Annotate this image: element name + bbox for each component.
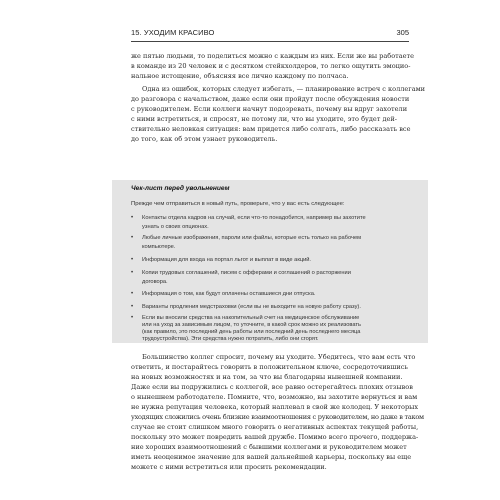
text-line: Большинство коллег спросит, почему вы уходите. Убедитесь, что вам есть что <box>142 353 416 361</box>
bullet-icon: • <box>131 291 134 297</box>
paragraph-3 <box>131 352 424 472</box>
text-line: Если вы вносили средства на накопительный счет на медицинское обслуживание <box>142 315 360 321</box>
text-line: нальное истощение, объясняя все лично каждому по полчаса. <box>131 72 349 80</box>
text-line: Информация для входа на портал льгот и выплат в виде акций. <box>142 257 312 263</box>
text-line: (как правило, это последний день работы или последний день последнего месяца <box>142 329 361 335</box>
text-line: на новых возможностях и на том, за что вы благодарны нынешней компании. <box>131 373 403 381</box>
text-line: уходящих сложились очень близкие взаимоотношения с руководителем, но даже в таком <box>131 413 424 421</box>
text-line: Контакты отдела кадров на случай, если что-то понадобится, например вы захотите <box>142 215 366 221</box>
paragraph-1 <box>131 51 415 81</box>
text-line: Одна из ошибок, которых следует избегать, — планирование встреч с коллегами <box>142 85 426 93</box>
text-line: Информация о том, как будут оплачены оставшиеся дни отпуска. <box>142 291 316 297</box>
text-line: Варианты продления медстраховки (если вы не выходите на новую работу сразу). <box>142 304 361 310</box>
text-line: о нынешнем работодателе. Помните, что, возможно, вы захотите вернуться и вам <box>131 393 418 401</box>
bullet-icon: • <box>131 235 134 241</box>
text-line: договора. <box>142 278 168 285</box>
bullet-icon: • <box>131 257 134 263</box>
checklist-intro: Прежде чем отправиться в новый путь, проверьте, что у вас есть следующее: <box>131 201 345 207</box>
page-number: 305 <box>396 28 409 37</box>
text-line: компьютере. <box>142 243 176 250</box>
checklist-item <box>131 269 424 286</box>
bullet-icon: • <box>131 315 134 321</box>
paragraph-2 <box>131 84 426 144</box>
text-line: ние хороших взаимоотношений с бывшими коллегами и руководителем может <box>131 443 407 451</box>
running-header <box>131 26 409 42</box>
text-line: с руководителем. Если коллеги начнут подозревать, почему вы вдруг захотели <box>131 105 408 113</box>
checklist-item <box>131 214 424 231</box>
bullet-icon: • <box>131 270 134 276</box>
checklist-item <box>131 234 424 251</box>
text-line: с ними встретиться, и спросят, не потому ли, что вы уходите, это будет дей- <box>131 115 397 123</box>
text-line: в команде из 20 человек и с десятком стейкхолдеров, то легко ощутить эмоцио- <box>131 62 411 70</box>
checklist-item <box>131 290 424 299</box>
text-line: Любые личные изображения, пароли или файлы, которые есть только на рабочем <box>142 235 362 241</box>
text-line: не нужна репутация человека, который наплевал в свой же колодец. У некоторых <box>131 403 419 411</box>
text-line: можете с ними встретиться или просить рекомендации. <box>131 463 327 471</box>
checklist-title: Чек-лист перед увольнением <box>131 185 230 192</box>
checklist-item <box>131 256 424 265</box>
text-line: Даже если вы подружились с коллегой, все равно остерегайтесь плохих отзывов <box>131 383 413 391</box>
text-line: до того, как об этом узнает руководитель. <box>131 135 278 143</box>
text-line: случае не стоит слишком много говорить о негативных аспектах текущей работы, <box>131 423 419 431</box>
text-line: поскольку это может повредить вашей дружбе. Помимо всего прочего, поддержа- <box>131 433 419 441</box>
checklist-item <box>131 303 424 312</box>
text-line: ствительно неловкая ситуация: вам придется либо солгать, либо рассказать все <box>131 125 411 133</box>
bullet-icon: • <box>131 304 134 310</box>
text-line: узнать о своих опционах. <box>142 223 209 230</box>
text-line: до разговора с начальством, даже если они пройдут после обсуждения новости <box>131 95 410 103</box>
text-line: ответить, и постарайтесь говорить в положительном ключе, сосредоточившись <box>131 363 408 371</box>
text-line: иметь неоценимое значение для вашей дальнейшей карьеры, поскольку вы еще <box>131 453 412 461</box>
text-line: или на уход за зависимым лицом, то уточните, в какой срок можно их реализовать <box>142 322 361 328</box>
text-line: же пятью людьми, то поделиться можно с каждым из них. Если же вы работаете <box>131 52 415 60</box>
text-line: Копии трудовых соглашений, писем с офферами и соглашений о расторжении <box>142 270 351 276</box>
bullet-icon: • <box>131 215 134 221</box>
chapter-title: 15. УХОДИМ КРАСИВО <box>131 28 215 37</box>
checklist-box <box>112 180 428 343</box>
checklist-item <box>131 315 424 343</box>
text-line: трудоустройства). Эти средства нужно потратить, либо они сгорят. <box>142 336 319 342</box>
